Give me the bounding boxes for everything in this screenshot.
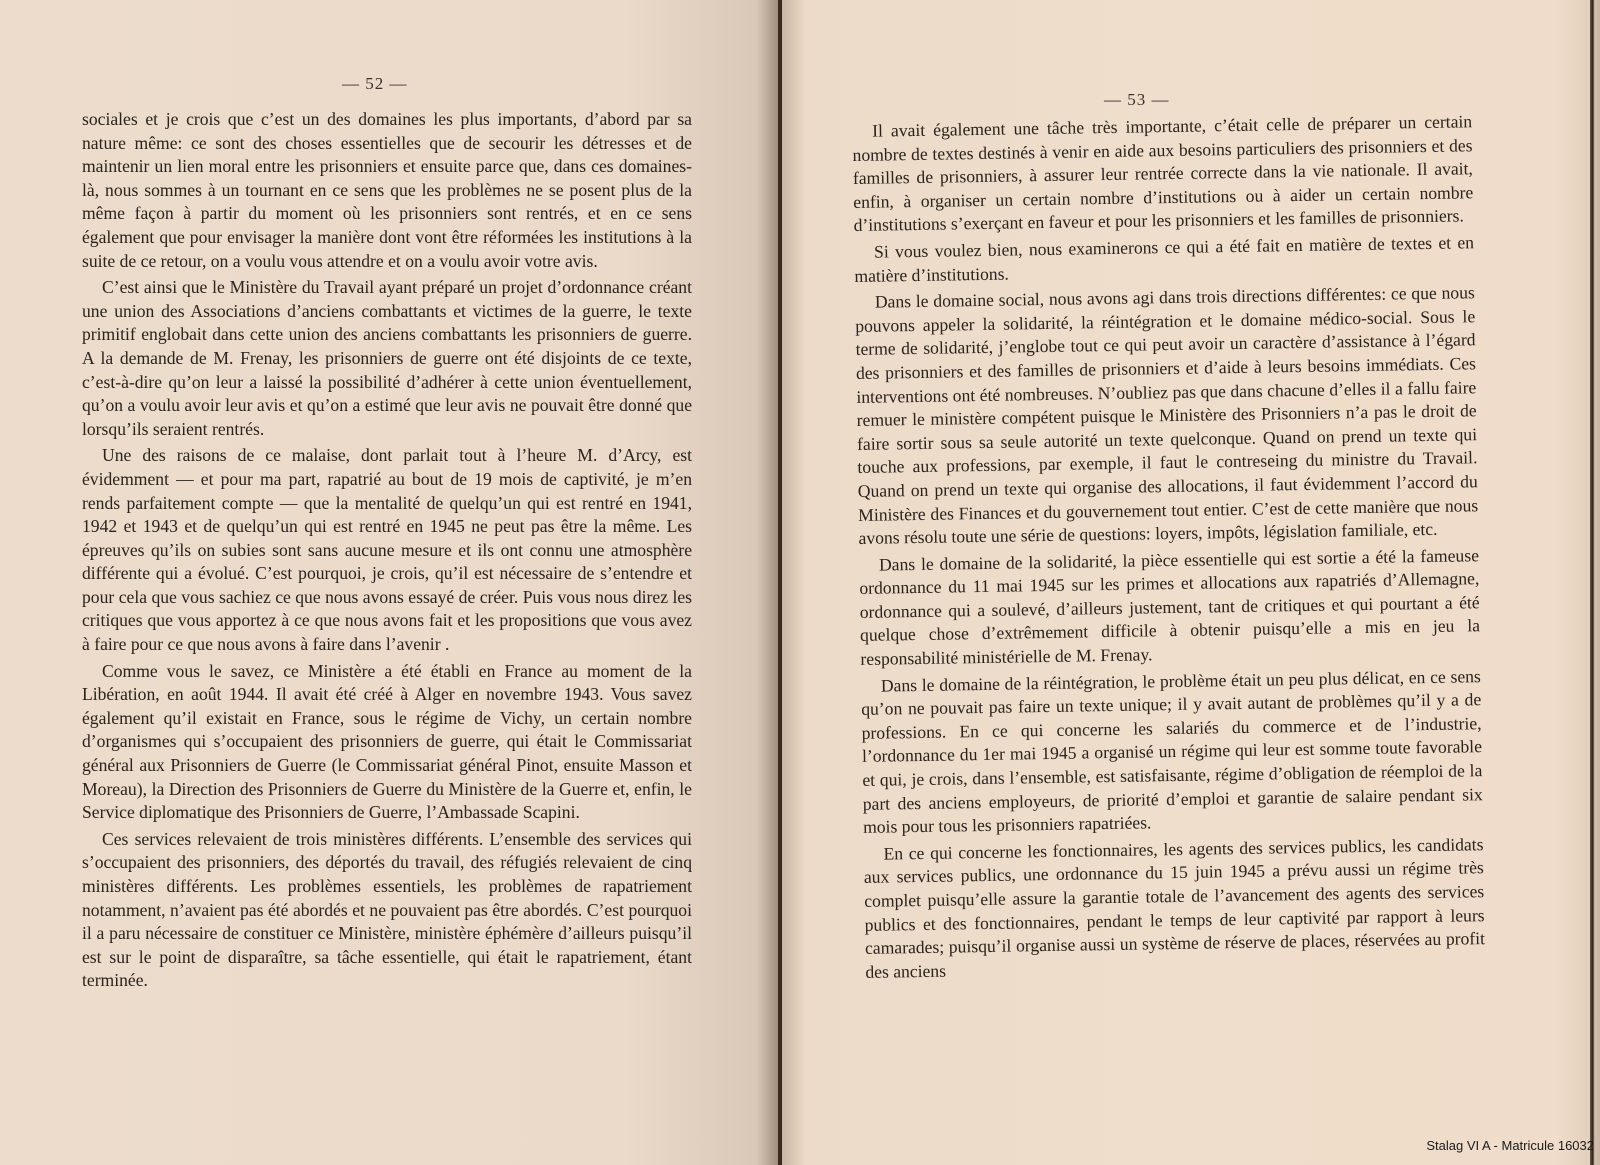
paragraph: Il avait également une tâche très importante, c’était celle de préparer un certain nombre de textes destinés à venir en aide aux besoins particuliers des prisonniers et des familles de prisonniers, à assurer leur rentrée correcte dans la vie nationale. Il avait, enfin, à organiser un certain nombre d’institutions ou à aider un certain nombre d’institutions s’exerçant en faveur et pour les prisonniers et les familles de prisonniers.	[852, 111, 1474, 236]
paragraph: Ces services relevaient de trois ministères différents. L’ensemble des services qui s’occupaient des prisonniers, des déportés du travail, des réfugiés relevaient de cinq ministères différents. Les problèmes essentiels, les problèmes de rapatriement notamment, n’avaient pas été abordés et ne pouvaient pas être abordés. C’est pourquoi il a paru nécessaire de constituer ce Ministère, ministère éphémère d’ailleurs puisqu’il est sur le point de disparaître, sa tâche essentielle, qui était le rapatriement, étant terminée.	[82, 828, 692, 991]
left-page	[0, 0, 780, 1165]
paragraph: Comme vous le savez, ce Ministère a été établi en France au moment de la Libération, en août 1944. Il avait été créé à Alger en novembre 1943. Vous savez également qu’il existait en France, sous le régime de Vichy, un certain nombre d’organismes qui s’occupaient des prisonniers de guerre, qui était le Commissariat général aux Prisonniers de Guerre (le Commissariat général Pinot, ensuite Masson et Moreau), la Direction des Prisonniers de Guerre du Ministère de la Guerre et, enfin, le Service diplomatique des Prisonniers de Guerre, l’Ambassade Scapini.	[82, 660, 692, 823]
paragraph: En ce qui concerne les fonctionnaires, les agents des services publics, les candidats aux services publics, une ordonnance du 15 juin 1945 a prévu aussi un régime très complet puisqu’elle assure la garantie totale de l’avancement des agents des services publics et des fonctionnaires, pendant le temps de leur captivité par rapport à leurs camarades; puisqu’il organise aussi un système de réserve de places, réservées au profit des anciens	[863, 833, 1486, 982]
watermark: Stalag VI A - Matricule 16032	[1426, 1138, 1594, 1153]
page-edge	[1590, 0, 1600, 1165]
paragraph: sociales et je crois que c’est un des domaines les plus importants, d’abord par sa nature même: ce sont des choses essentielles que de secourir les détresses et de maintenir un lien moral entre les prisonniers et ensuite parce que, dans ces domaines-là, nous sommes à un tournant en ce sens que les problèmes ne se posent plus de la même façon à partir du moment où les prisonniers sont rentrés, et en ce sens également que pour envisager la manière dont vont être réformées les institutions à la suite de ce retour, on a voulu vous attendre et on a voulu avoir votre avis.	[82, 109, 692, 271]
paragraph: Dans le domaine de la solidarité, la pièce essentielle qui est sortie a été la fameuse ordonnance du 11 mai 1945 sur les primes et allocations aux rapatriés d’Allemagne, ordonnance qui a soulevé, d’ailleurs justement, tant de critiques et qui pourtant a été quelque chose d’extrêmement difficile à obtenir puisqu’elle a mis en jeu la responsabilité ministérielle de M. Frenay.	[859, 544, 1481, 669]
page-number: — 52 —	[342, 74, 408, 93]
page-body	[82, 108, 692, 996]
paragraph: Dans le domaine social, nous avons agi dans trois directions différentes: ce que nous pouvons appeler la solidarité, la réintégration et le domaine médico-social. Sous le terme de solidarité, j’englobe tout ce qui peut avoir un caractère d’assistance à l’égard des prisonniers et des familles de prisonniers et d’aide à leurs besoins immédiats. Ces interventions ont été nombreuses. N’oubliez pas que dans chacune d’elles il a fallu faire remuer le ministère compétent puisque le Ministère des Prisonniers n’a pas le droit de faire sortir sous sa seule autorité un texte quelconque. Quand on prend un texte qui touche aux professions, par exemple, il faut le contreseing du ministre du Travail. Quand on prend un texte qui organise des allocations, il faut évidemment l’accord du Ministère des Finances et du gouvernement tout entier. C’est de cette manière que nous avons résolu toute une série de questions: loyers, impôts, législation familiale, etc.	[855, 282, 1479, 549]
right-page	[782, 0, 1590, 1165]
paragraph: Si vous voulez bien, nous examinerons ce qui a été fait en matière de textes et en matière d’institutions.	[854, 232, 1475, 286]
paragraph: C’est ainsi que le Ministère du Travail ayant préparé un projet d’ordonnance créant une union des Associations d’anciens combattants et victimes de la guerre, le texte primitif englobait dans cette union des anciens combattants les prisonniers de guerre. A la demande de M. Frenay, les prisonniers de guerre ont été disjoints de ce texte, c’est-à-dire qu’on leur a laissé la possibilité d’adhérer à cette union éventuellement, qu’on a voulu avoir leur avis et qu’on a estimé que leur avis ne pouvait être donné que lorsqu’ils seraient rentrés.	[82, 277, 692, 439]
page-body	[852, 110, 1486, 987]
page-number: — 53 —	[1104, 90, 1170, 109]
paragraph: Dans le domaine de la réintégration, le problème était un peu plus délicat, en ce sens qu’on ne pouvait pas faire un texte unique; il y avait autant de problèmes qu’il y a de professions. En ce qui concerne les salariés du commerce et de l’industrie, l’ordonnance du 1er mai 1945 a organisé un régime qui leur est somme toute favorable et qui, je crois, dans l’ensemble, est satisfaisante, régime d’obligation de réemploi de la part des anciens employeurs, de priorité d’emploi et garantie de salaire pendant six mois pour tous les prisonniers rapatriées.	[861, 665, 1483, 838]
paragraph: Une des raisons de ce malaise, dont parlait tout à l’heure M. d’Arcy, est évidemment — et pour ma part, rapatrié au bout de 19 mois de captivité, je m’en rends parfaitement compte — que la mentalité de quelqu’un qui est rentré en 1941, 1942 et 1943 et de quelqu’un qui est rentré en 1945 ne peut pas être la même. Les épreuves qu’ils on subies sont sans aucune mesure et ils ont connu une atmosphère différente qui a évolué. C’est pourquoi, je crois, qu’il est nécessaire de s’entendre et pour cela que vous sachiez ce que nous avons essayé de créer. Puis vous nous direz les critiques que vous apportez à ce que nous avons fait et les propositions que vous avez à faire pour ce que nous avons à faire dans l’avenir .	[82, 445, 692, 655]
